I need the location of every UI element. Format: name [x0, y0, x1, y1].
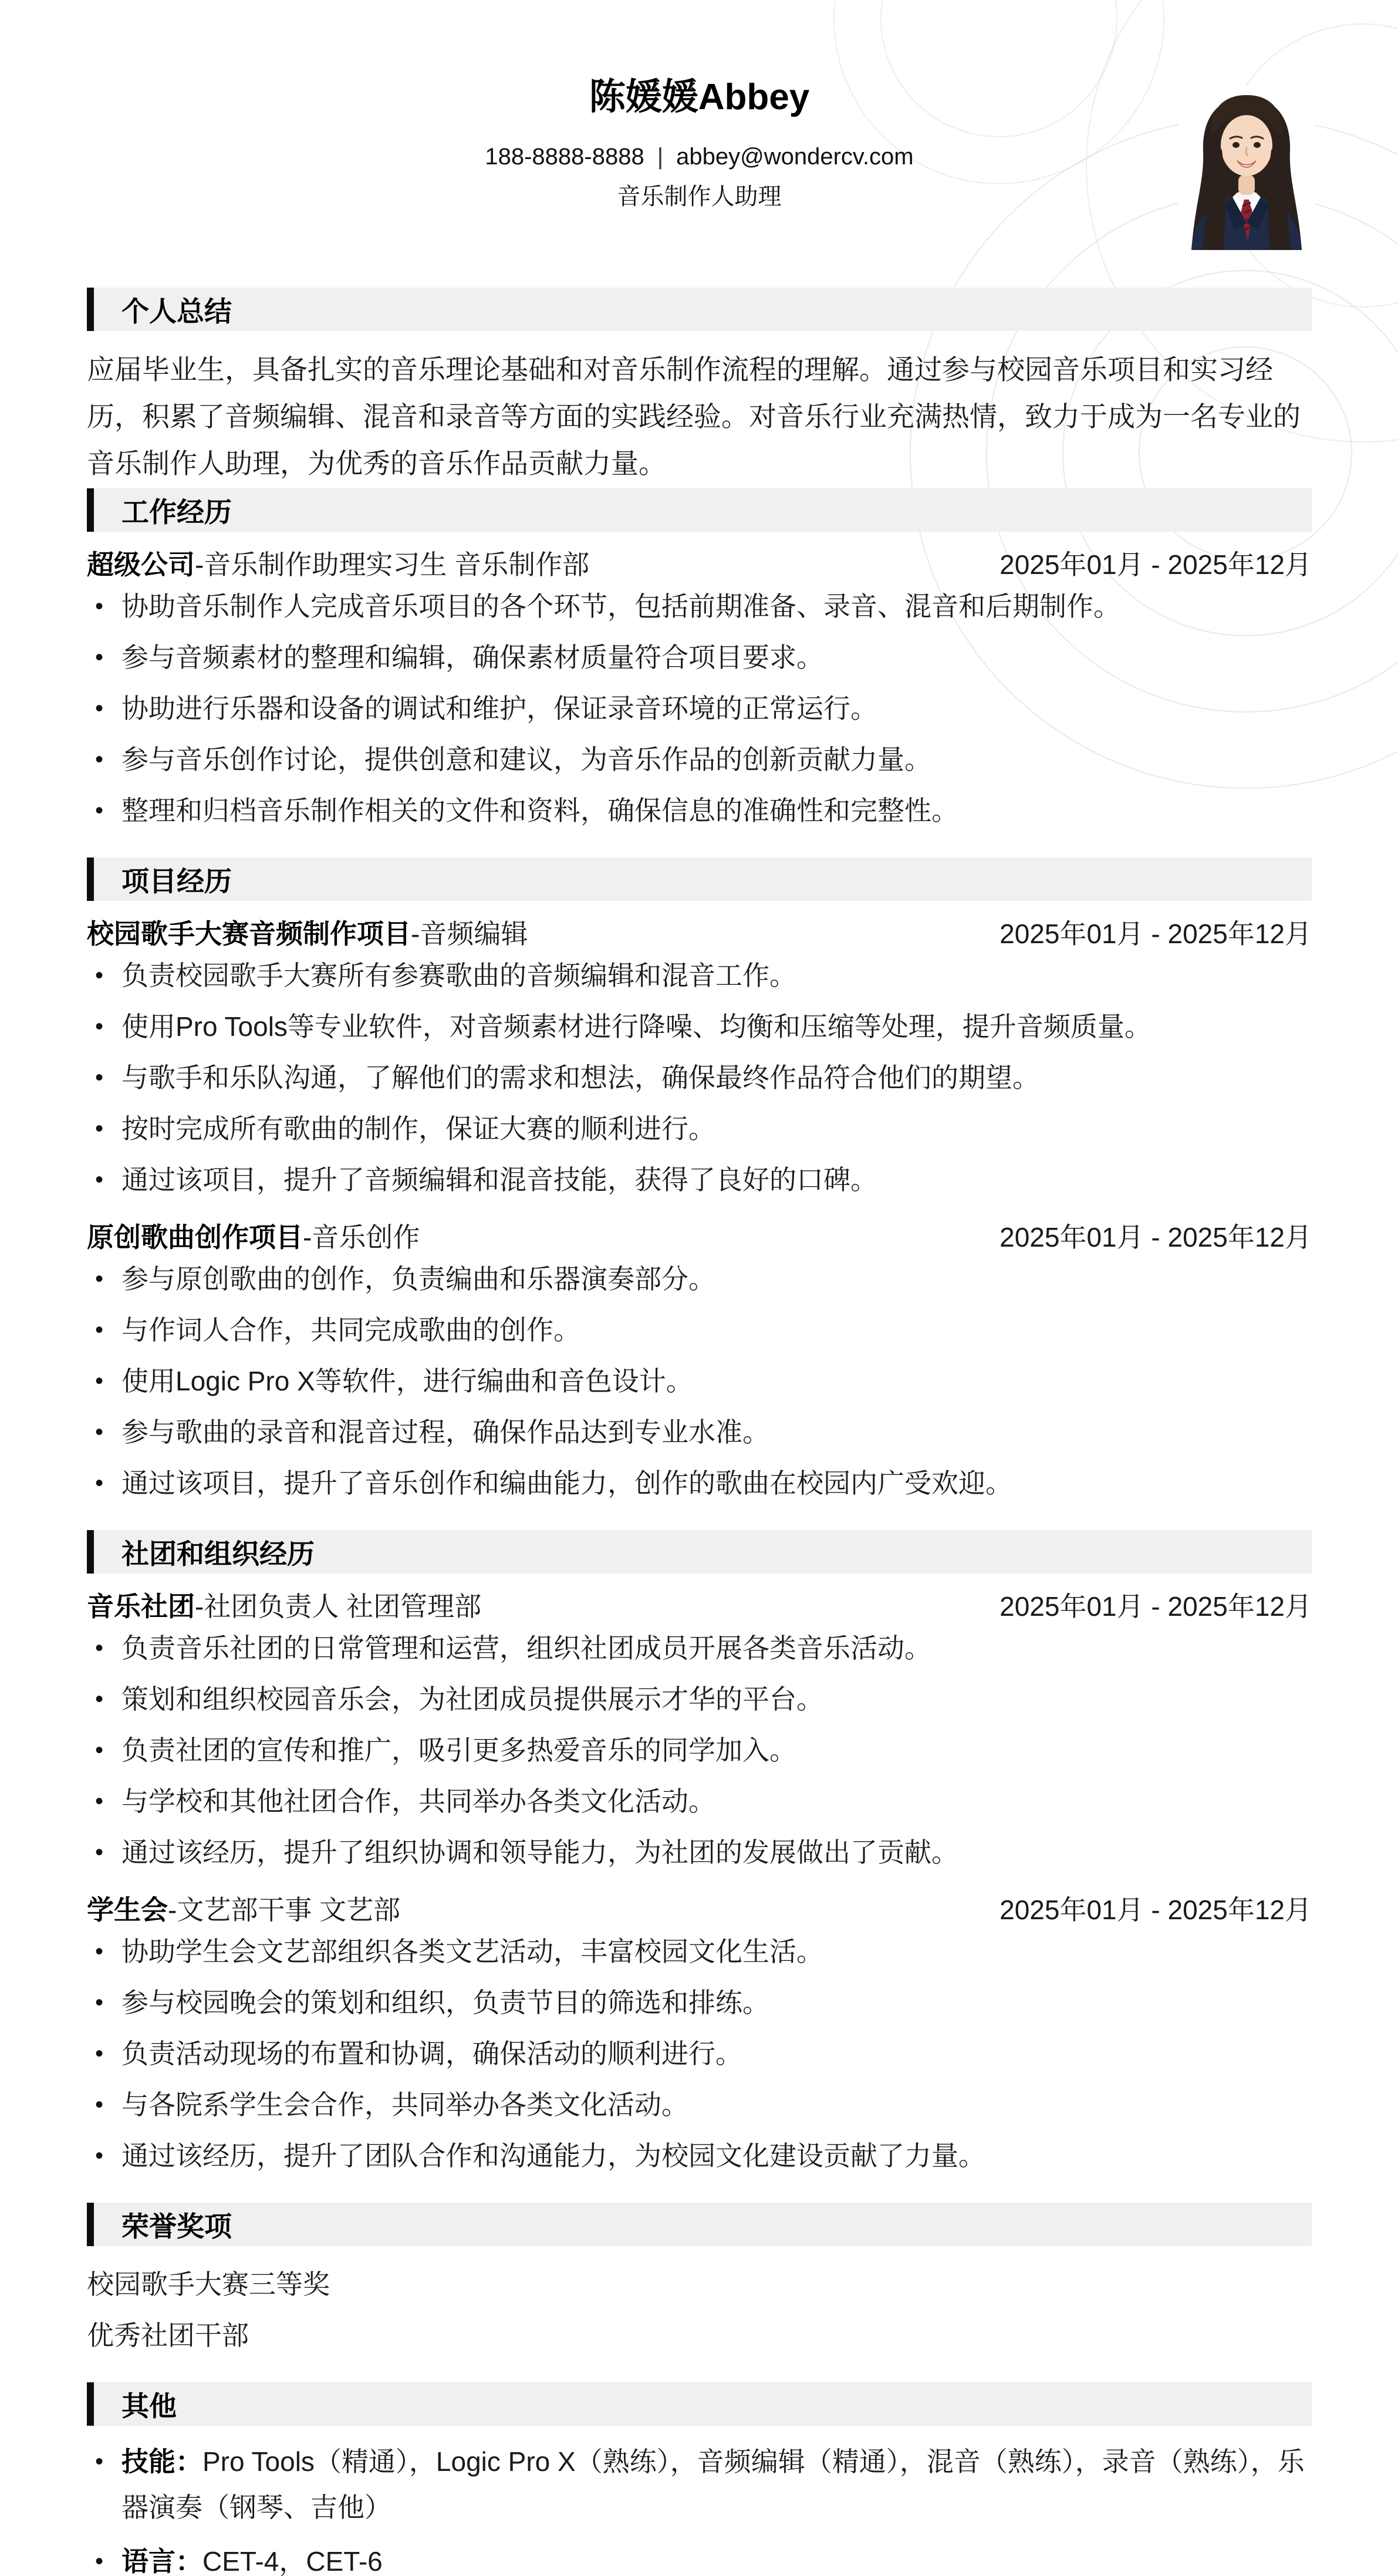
skills-label: 技能： [121, 2446, 202, 2477]
entry-title [87, 1895, 400, 1925]
entry-org: 校园歌手大赛音频制作项目 [87, 919, 411, 949]
languages-label: 语言： [121, 2546, 202, 2576]
job-title: 音乐制作人助理 [617, 184, 782, 210]
bullet-list [87, 581, 1312, 836]
honor-item: 优秀社团干部 [87, 2320, 249, 2351]
club-entry [87, 1591, 1312, 1878]
honors-list [87, 2259, 1312, 2361]
entry-date: 2025年01月 - 2025年12月 [999, 549, 1312, 580]
entry-title [87, 549, 589, 580]
entry-role: -音乐创作 [303, 1222, 420, 1252]
bullet-list [87, 950, 1312, 1206]
resume-content [87, 0, 1312, 2576]
section-title: 个人总结 [121, 295, 232, 327]
section-header-work [87, 488, 1312, 532]
bullet-item: • 通过该项目，提升了音乐创作和编曲能力，创作的歌曲在校园内广受欢迎。 [87, 1458, 1312, 1509]
bullet-item: • 负责社团的宣传和推广，吸引更多热爱音乐的同学加入。 [87, 1725, 1312, 1776]
candidate-name: 陈媛媛Abbey [589, 77, 810, 117]
entry-title [87, 919, 528, 949]
bullet-item: • 参与音乐创作讨论，提供创意和建议，为音乐作品的创新贡献力量。 [87, 734, 1312, 785]
entry-header [87, 549, 1312, 580]
entry-header [87, 1895, 1312, 1925]
section-title: 荣誉奖项 [121, 2210, 232, 2242]
bullet-list [87, 1623, 1312, 1878]
phone-number: 188-8888-8888 [485, 144, 644, 170]
bullet-list [87, 1254, 1312, 1509]
entry-org: 原创歌曲创作项目 [87, 1222, 303, 1252]
bullet-item: • 通过该经历，提升了团队合作和沟通能力，为校园文化建设贡献了力量。 [87, 2131, 1312, 2182]
bullet-item: • 参与歌曲的录音和混音过程，确保作品达到专业水准。 [87, 1407, 1312, 1458]
section-header-projects [87, 857, 1312, 901]
work-entry [87, 549, 1312, 836]
section-title: 工作经历 [121, 496, 232, 528]
bullet-item: • 整理和归档音乐制作相关的文件和资料，确保信息的准确性和完整性。 [87, 785, 1312, 836]
bullet-item: • 通过该经历，提升了组织协调和领导能力，为社团的发展做出了贡献。 [87, 1827, 1312, 1878]
bullet-item: • 策划和组织校园音乐会，为社团成员提供展示才华的平台。 [87, 1674, 1312, 1725]
project-entry [87, 919, 1312, 1206]
section-header-summary [87, 288, 1312, 331]
bullet-item: • 通过该项目，提升了音频编辑和混音技能，获得了良好的口碑。 [87, 1154, 1312, 1206]
contact-line [87, 143, 1312, 170]
bullet-item: • 使用Logic Pro X等软件，进行编曲和音色设计。 [87, 1356, 1312, 1407]
entry-org: 音乐社团 [87, 1591, 195, 1622]
portrait-illustration [1178, 87, 1315, 250]
section-header-clubs [87, 1530, 1312, 1574]
bullet-item: • 协助进行乐器和设备的调试和维护，保证录音环境的正常运行。 [87, 683, 1312, 734]
entry-title [87, 1222, 420, 1252]
bullet-item: • 负责活动现场的布置和协调，确保活动的顺利进行。 [87, 2028, 1312, 2079]
bullet-item: • 与歌手和乐队沟通，了解他们的需求和想法，确保最终作品符合他们的期望。 [87, 1052, 1312, 1103]
project-entry [87, 1222, 1312, 1509]
bullet-item: • 参与音频素材的整理和编辑，确保素材质量符合项目要求。 [87, 632, 1312, 683]
entry-role: -文艺部干事 文艺部 [168, 1895, 401, 1925]
section-title: 其他 [121, 2390, 177, 2422]
bullet-item: • 参与原创歌曲的创作，负责编曲和乐器演奏部分。 [87, 1254, 1312, 1305]
bullet-item: • 使用Pro Tools等专业软件，对音频素材进行降噪、均衡和压缩等处理，提升音频质量。 [87, 1001, 1312, 1052]
languages-item [87, 2538, 1312, 2576]
section-projects [87, 857, 1312, 1509]
contact-divider: | [657, 144, 664, 170]
entry-header [87, 919, 1312, 949]
bullet-item: • 负责校园歌手大赛所有参赛歌曲的音频编辑和混音工作。 [87, 950, 1312, 1001]
section-title: 项目经历 [121, 865, 232, 897]
section-summary [87, 288, 1312, 487]
entry-header [87, 1222, 1312, 1252]
honor-item: 校园歌手大赛三等奖 [87, 2269, 330, 2300]
bullet-item: • 与学校和其他社团合作，共同举办各类文化活动。 [87, 1776, 1312, 1827]
bullet-item: • 协助音乐制作人完成音乐项目的各个环节，包括前期准备、录音、混音和后期制作。 [87, 581, 1312, 632]
entry-date: 2025年01月 - 2025年12月 [999, 919, 1312, 949]
club-entry [87, 1895, 1312, 2182]
entry-date: 2025年01月 - 2025年12月 [999, 1895, 1312, 1925]
other-list [87, 2439, 1312, 2576]
skills-text: Pro Tools（精通），Logic Pro X（熟练），音频编辑（精通），混音（熟练），录音（熟练），乐器演奏（钢琴、吉他） [121, 2446, 1305, 2523]
skills-item [87, 2439, 1312, 2530]
section-other [87, 2382, 1312, 2576]
section-work [87, 488, 1312, 836]
entry-role: -社团负责人 社团管理部 [195, 1591, 482, 1622]
bullet-item: • 与作词人合作，共同完成歌曲的创作。 [87, 1305, 1312, 1356]
entry-org: 超级公司 [87, 549, 195, 580]
bullet-item: • 按时完成所有歌曲的制作，保证大赛的顺利进行。 [87, 1103, 1312, 1154]
section-honors [87, 2203, 1312, 2361]
entry-date: 2025年01月 - 2025年12月 [999, 1222, 1312, 1252]
section-clubs [87, 1530, 1312, 2182]
email-address: abbey@wondercv.com [676, 144, 914, 170]
bullet-list [87, 1926, 1312, 2182]
bullet-item: • 参与校园晚会的策划和组织，负责节目的筛选和排练。 [87, 1977, 1312, 2028]
entry-role: -音频编辑 [411, 919, 528, 949]
entry-header [87, 1591, 1312, 1622]
section-title: 社团和组织经历 [121, 1538, 315, 1569]
bullet-item: • 负责音乐社团的日常管理和运营，组织社团成员开展各类音乐活动。 [87, 1623, 1312, 1674]
entry-role: -音乐制作助理实习生 音乐制作部 [195, 549, 590, 580]
section-header-other [87, 2382, 1312, 2426]
entry-date: 2025年01月 - 2025年12月 [999, 1591, 1312, 1622]
bullet-item: • 协助学生会文艺部组织各类文艺活动，丰富校园文化生活。 [87, 1926, 1312, 1977]
languages-text: CET-4，CET-6 [202, 2546, 383, 2576]
bullet-item: • 与各院系学生会合作，共同举办各类文化活动。 [87, 2079, 1312, 2131]
entry-title [87, 1591, 481, 1622]
summary-text: 应届毕业生，具备扎实的音乐理论基础和对音乐制作流程的理解。通过参与校园音乐项目和实习经历，积累了音频编辑、混音和录音等方面的实践经验。对音乐行业充满热情，致力于成为一名专业的音乐制作人助理，为优秀的音乐作品贡献力量。 [87, 354, 1301, 479]
profile-photo [1178, 87, 1315, 250]
section-header-honors [87, 2203, 1312, 2246]
entry-org: 学生会 [87, 1895, 168, 1925]
